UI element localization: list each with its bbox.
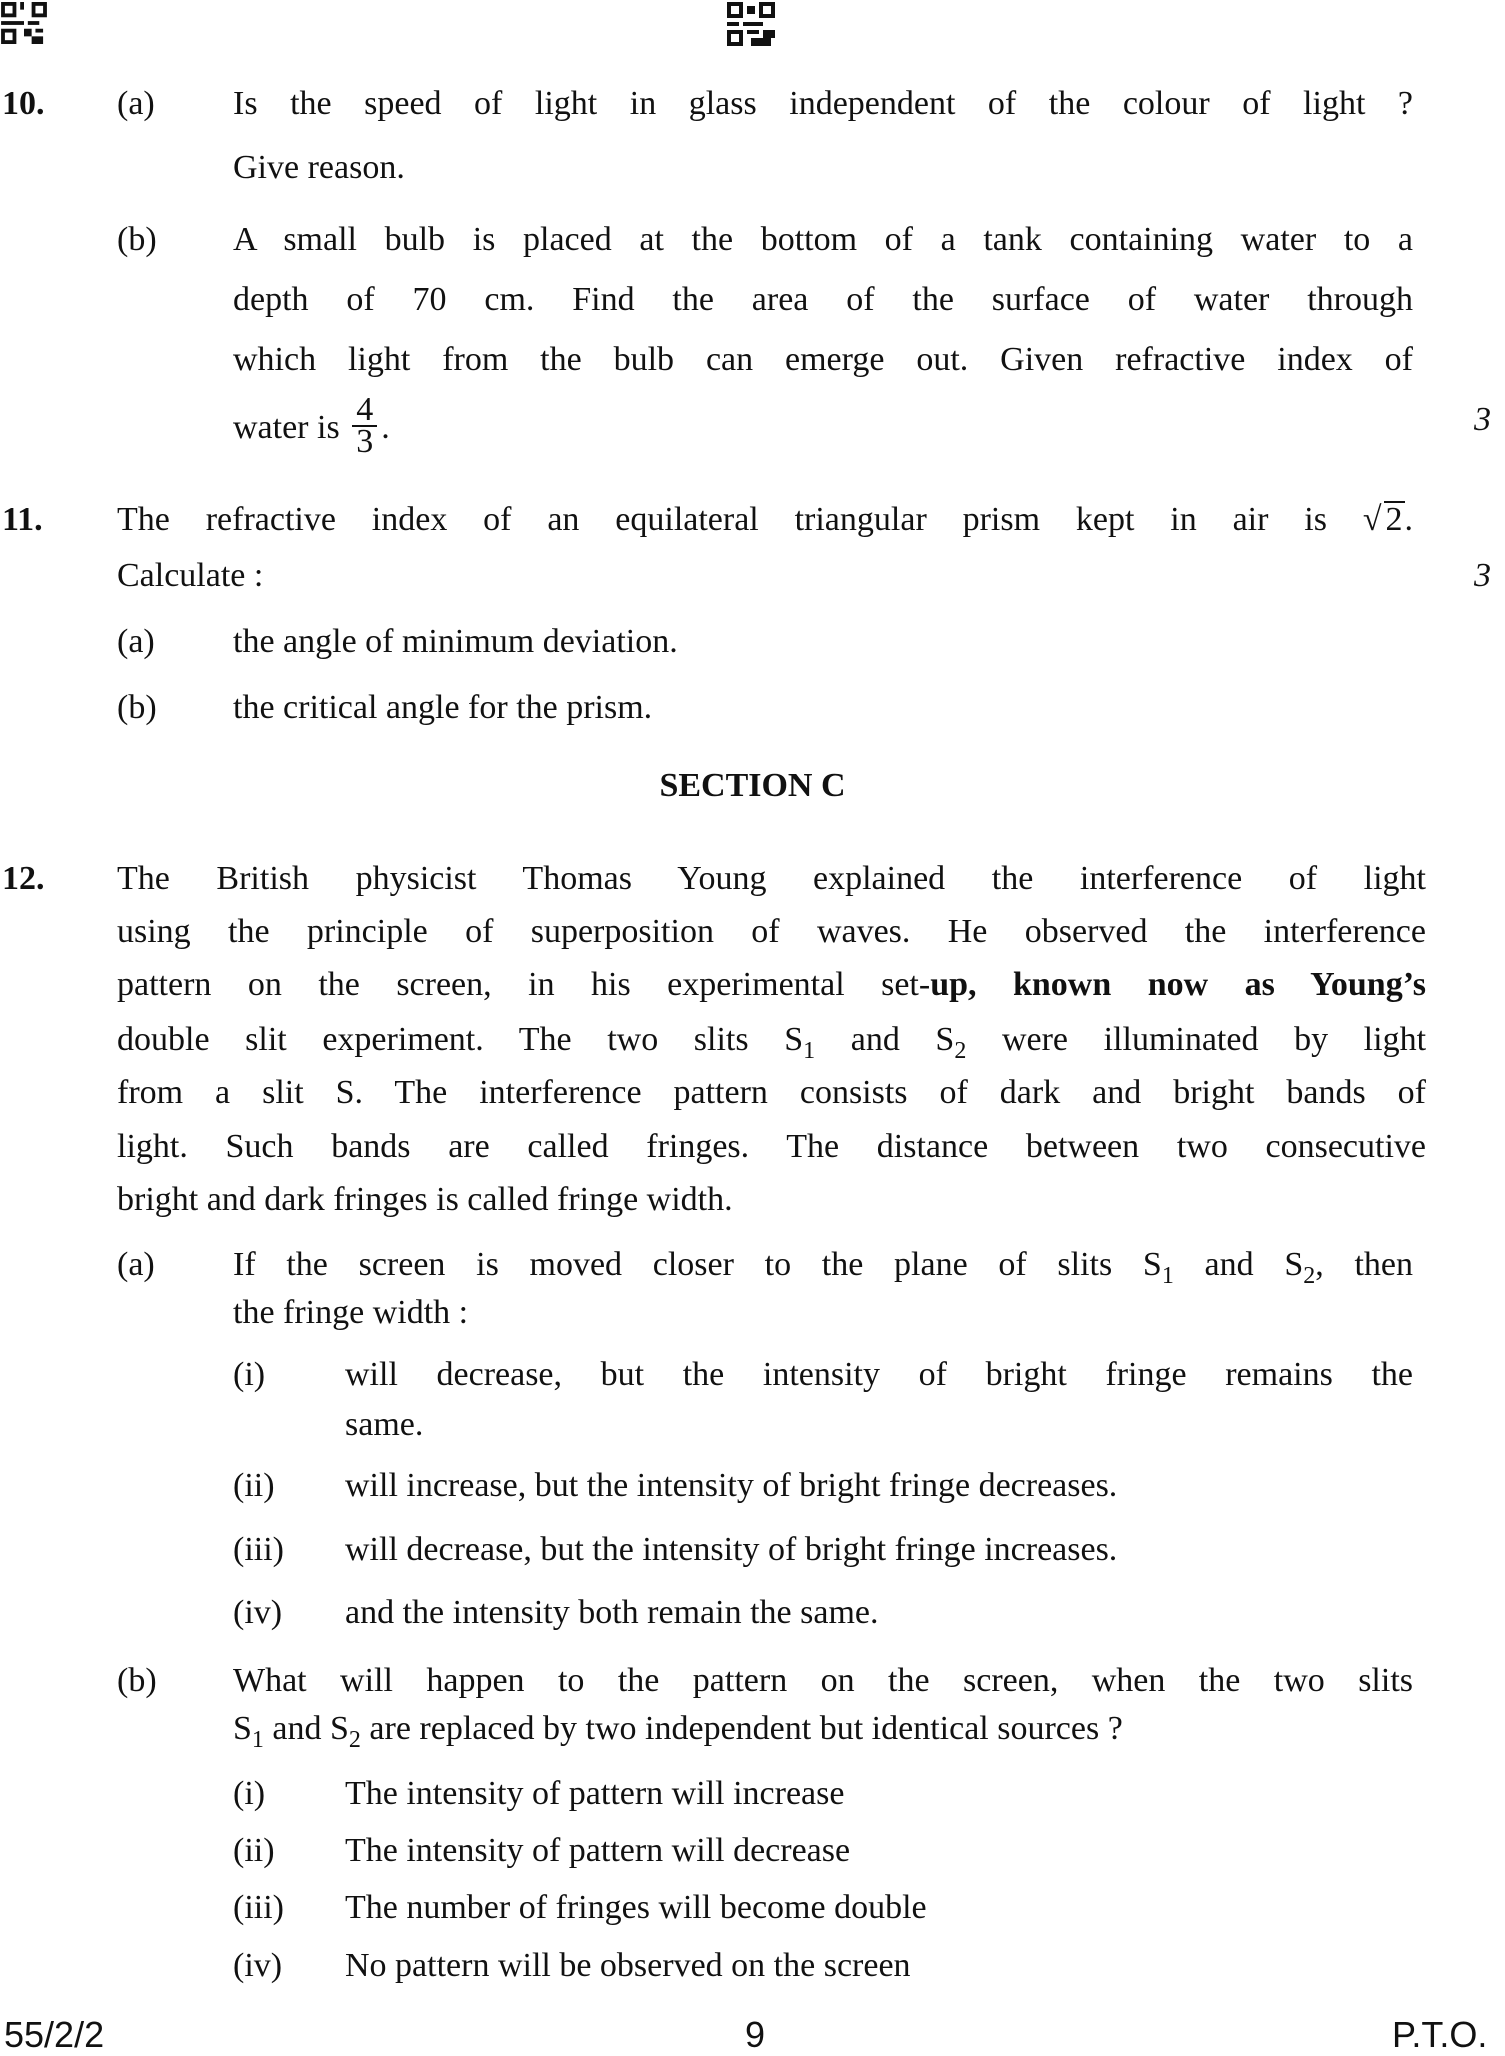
passage-line: bright and dark fringes is called fringe width.	[117, 1181, 733, 1218]
please-turn-over: P.T.O.	[1392, 2014, 1488, 2055]
part-label: (a)	[117, 85, 155, 122]
part-label: (a)	[117, 623, 155, 660]
punctuation: .	[1404, 501, 1413, 538]
option-label: (ii)	[233, 1832, 275, 1869]
question-text: If the screen is moved closer to the plane of slits S	[233, 1246, 1162, 1283]
part-label: (b)	[117, 689, 157, 726]
passage-line	[117, 963, 1426, 1007]
question-text: and S	[1173, 1246, 1304, 1283]
option-label: (iv)	[233, 1594, 283, 1631]
question-text	[233, 1243, 1413, 1287]
subscript: 1	[803, 1038, 816, 1064]
question-text: depth of 70 cm. Find the area of the surface of water through	[233, 281, 1413, 318]
question-text: Calculate :	[117, 557, 264, 594]
option-text: will increase, but the intensity of bright fringe decreases.	[345, 1467, 1118, 1504]
option-text: No pattern will be observed on the screen	[345, 1947, 911, 1984]
question-text: the angle of minimum deviation.	[233, 623, 678, 660]
question-text: The refractive index of an equilateral triangular prism kept in air is √ 2.	[117, 501, 1413, 538]
option-text: The intensity of pattern will increase	[345, 1775, 845, 1812]
option-text: and the intensity both remain the same.	[345, 1594, 879, 1631]
question-text: are replaced by two independent but identical sources ?	[360, 1710, 1123, 1747]
question-text: What will happen to the pattern on the screen, when the two slits	[233, 1662, 1413, 1699]
question-text	[233, 1707, 1123, 1751]
question-text: A small bulb is placed at the bottom of a tank containing water to a	[233, 221, 1413, 258]
question-text: Is the speed of light in glass independent of the colour of light ?	[233, 85, 1413, 122]
passage-text: double slit experiment. The two slits S	[117, 1021, 804, 1058]
part-label: (b)	[117, 1662, 157, 1699]
subscript: 2	[954, 1038, 967, 1064]
option-text: same.	[345, 1406, 424, 1443]
question-text: , then	[1315, 1246, 1413, 1283]
qr-code-icon	[727, 2, 775, 46]
option-label: (i)	[233, 1775, 266, 1812]
page-number: 9	[745, 2014, 766, 2055]
passage-text: and S	[815, 1021, 955, 1058]
option-label: (iv)	[233, 1947, 283, 1984]
option-text: will decrease, but the intensity of bright fringe remains the	[345, 1356, 1413, 1393]
question-text: which light from the bulb can emerge out. Given refractive index of	[233, 341, 1413, 378]
question-text: S	[233, 1710, 252, 1747]
passage-text: were illuminated by light	[966, 1021, 1427, 1058]
option-label: (i)	[233, 1356, 266, 1393]
question-number: 12.	[2, 860, 45, 897]
passage-line: from a slit S. The interference pattern consists of dark and bright bands of	[117, 1074, 1426, 1111]
question-text	[233, 391, 390, 461]
marks: 3	[1474, 401, 1491, 438]
passage-line: The British physicist Thomas Young explained the interference of light	[117, 860, 1426, 897]
square-root: 2	[1385, 501, 1403, 538]
fraction	[352, 391, 377, 461]
option-label: (iii)	[233, 1889, 284, 1926]
part-label: (b)	[117, 221, 157, 258]
qr-code-icon	[0, 2, 48, 44]
paper-code: 55/2/2	[4, 2014, 105, 2055]
subscript: 1	[251, 1727, 264, 1753]
passage-bold-text: up, known now as Young’s	[930, 966, 1426, 1003]
part-label: (a)	[117, 1246, 155, 1283]
passage-text: pattern on the screen, in his experimental set-	[117, 966, 931, 1003]
passage-line	[117, 1018, 1426, 1062]
passage-line: light. Such bands are called fringes. The distance between two consecutive	[117, 1128, 1426, 1165]
denominator: 3	[356, 423, 374, 461]
option-text: The intensity of pattern will decrease	[345, 1832, 851, 1869]
question-text: The refractive index of an equilateral triangular prism kept in air is	[117, 501, 1363, 538]
question-text: water is	[233, 409, 349, 446]
marks: 3	[1474, 557, 1491, 594]
subscript: 1	[1161, 1263, 1174, 1289]
option-label: (iii)	[233, 1531, 284, 1568]
option-label: (ii)	[233, 1467, 275, 1504]
question-text: Give reason.	[233, 149, 405, 186]
question-text: the fringe width :	[233, 1294, 469, 1331]
option-text: will decrease, but the intensity of bright fringe increases.	[345, 1531, 1118, 1568]
option-text: The number of fringes will become double	[345, 1889, 927, 1926]
numerator: 4	[352, 395, 377, 427]
question-text: and S	[263, 1710, 349, 1747]
subscript: 2	[348, 1727, 361, 1753]
question-number: 11.	[2, 501, 43, 538]
subscript: 2	[1303, 1263, 1316, 1289]
question-text: the critical angle for the prism.	[233, 689, 653, 726]
passage-line: using the principle of superposition of waves. He observed the interference	[117, 913, 1426, 950]
section-title: SECTION C	[659, 767, 846, 804]
question-number: 10.	[2, 85, 45, 122]
punctuation: .	[381, 409, 390, 446]
